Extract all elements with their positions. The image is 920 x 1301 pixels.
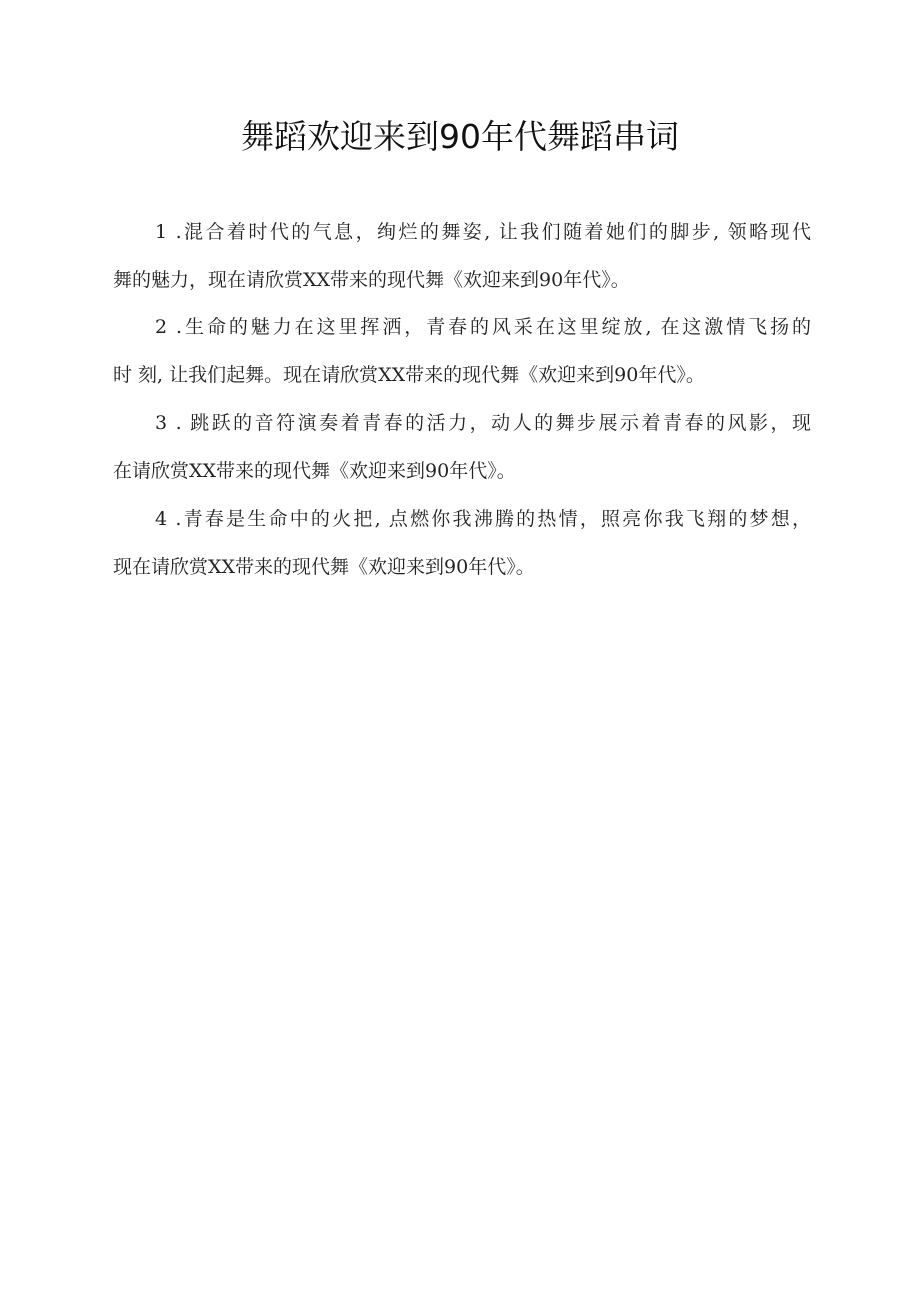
paragraph-2 (113, 303, 811, 399)
paragraph-1-line-1: 1 .混合着时代的气息，绚烂的舞姿, 让我们随着她们的脚步, 领略现代 (155, 221, 811, 243)
paragraph-4-line-2: 现在请欣赏XX带来的现代舞《欢迎来到90年代》。 (113, 556, 535, 578)
paragraph-4-line-1: 4 .青春是生命中的火把, 点燃你我沸腾的热情，照亮你我飞翔的梦想， (155, 508, 811, 530)
paragraph-3 (113, 399, 811, 495)
paragraph-4 (113, 495, 811, 591)
paragraph-1-line-2: 舞的魅力，现在请欣赏XX带来的现代舞《欢迎来到90年代》。 (113, 269, 630, 291)
paragraph-2-line-2: 时 刻, 让我们起舞。现在请欣赏XX带来的现代舞《欢迎来到90年代》。 (113, 364, 705, 386)
paragraph-3-line-2: 在请欣赏XX带来的现代舞《欢迎来到90年代》。 (113, 460, 516, 482)
paragraph-1 (113, 208, 811, 304)
paragraph-2-line-1: 2 .生命的魅力在这里挥洒，青春的风采在这里绽放, 在这激情飞扬的 (155, 316, 811, 338)
document-title: 舞蹈欢迎来到90年代舞蹈串词 (241, 117, 679, 156)
paragraph-3-line-1: 3 . 跳跃的音符演奏着青春的活力，动人的舞步展示着青春的风影，现 (155, 412, 811, 434)
